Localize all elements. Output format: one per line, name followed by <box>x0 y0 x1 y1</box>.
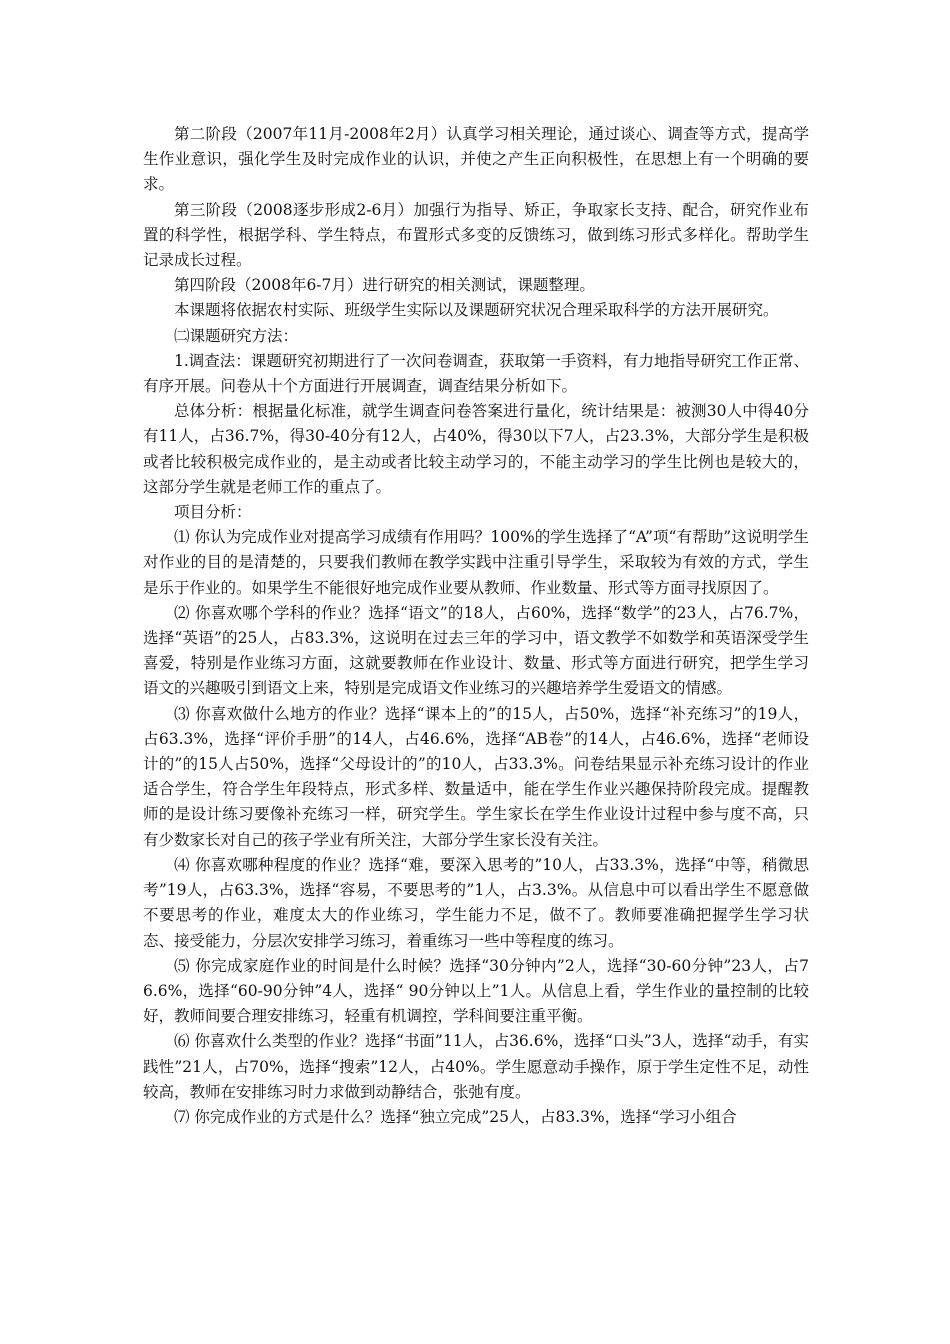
paragraph-item-4: ⑷ 你喜欢哪种程度的作业？选择“难，要深入思考的”10人，占33.3%，选择“中等，稍微思考”19人，占63.3%，选择“容易，不要思考的”1人，占3.3%。从信息中可以看出学生不愿意做不要思考的作业，难度太大的作业练习，学生能力不足，做不了。教师要准确把握学生学习状态、接受能力，分层次安排学习练习，着重练习一些中等程度的练习。 <box>143 855 809 950</box>
paragraph-item-7: ⑺ 你完成作业的方式是什么？选择“独立完成”25人，占83.3%，选择“学习小组合 <box>174 1107 737 1126</box>
paragraph-stage-four: 第四阶段（2008年6-7月）进行研究的相关测试，课题整理。 <box>174 276 595 295</box>
document-body <box>143 122 809 1130</box>
paragraph-item-2: ⑵ 你喜欢哪个学科的作业？选择“语文”的18人，占60%，选择“数学”的23人，占76.7%，选择“英语”的25人，占83.3%，这说明在过去三年的学习中，语文教学不如数学和英语深受学生喜爱，特别是作业练习方面，这就要教师在作业设计、数量、形式等方面进行研究，把学生学习语文的兴趣吸引到语文上来，特别是完成语文作业练习的兴趣培养学生爱语文的情感。 <box>143 603 809 698</box>
paragraph-item-6: ⑹ 你喜欢什么类型的作业？选择“书面”11人，占36.6%，选择“口头”3人，选择“动手，有实践性”21人，占70%，选择“搜索”12人，占40%。学生愿意动手操作，原于学生定性不足，动性较高，教师在安排练习时力求做到动静结合，张弛有度。 <box>143 1032 809 1101</box>
paragraph-item-5: ⑸ 你完成家庭作业的时间是什么时候？选择“30分钟内”2人，选择“30-60分钟”23人，占76.6%，选择“60-90分钟”4人，选择“ 90分钟以上”1人。从信息上看，学生作业的量控制的比较好，教师间要合理安排练习，轻重有机调控，学科间要注重平衡。 <box>143 956 809 1026</box>
paragraph-item-3: ⑶ 你喜欢做什么地方的作业？选择“课本上的”的15人，占50%，选择“补充练习”的19人，占63.3%，选择“评价手册”的14人，占46.6%，选择“AB卷”的14人，占46.6%，选择“老师设计的”的15人占50%，选择“父母设计的”的10人，占33.3%。问卷结果显示补充练习设计的作业适合学生，符合学生年段特点，形式多样、数量适中，能在学生作业兴趣保持阶段完成。提醒教师的是设计练习要像补充练习一样，研究学生。学生家长在学生作业设计过程中参与度不高，只有少数家长对自己的孩子学业有所关注，大部分学生家长没有关注。 <box>143 704 809 849</box>
paragraph-stage-two: 第二阶段（2007年11月-2008年2月）认真学习相关理论，通过谈心、调查等方式，提高学生作业意识，强化学生及时完成作业的认识，并使之产生正向积极性，在思想上有一个明确的要求。 <box>143 125 809 194</box>
paragraph-overall-analysis: 总体分析：根据量化标准，就学生调查问卷答案进行量化，统计结果是：被测30人中得40分有11人，占36.7%，得30-40分有12人，占40%，得30以下7人，占23.3%，大部分学生是积极或者比较积极完成作业的，是主动或者比较主动学习的，不能主动学习的学生比例也是较大的，这部分学生就是老师工作的重点了。 <box>143 402 809 496</box>
paragraph-stage-three: 第三阶段（2008逐步形成2-6月）加强行为指导、矫正，争取家长支持、配合，研究作业布置的科学性，根据学科、学生特点，布置形式多变的反馈练习，做到练习形式多样化。帮助学生记录成长过程。 <box>143 200 809 270</box>
paragraph-item-1: ⑴ 你认为完成作业对提高学习成绩有作用吗？100%的学生选择了“A”项“有帮助”这说明学生对作业的目的是清楚的，只要我们教师在教学实践中注重引导学生，采取较为有效的方式，学生是乐于作业的。如果学生不能很好地完成作业要从教师、作业数量、形式等方面寻找原因了。 <box>143 528 809 597</box>
heading-item-analysis: 项目分析： <box>174 503 252 522</box>
paragraph-survey-method: 1.调查法：课题研究初期进行了一次问卷调查，获取第一手资料，有力地指导研究工作正常、有序开展。问卷从十个方面进行开展调查，调查结果分析如下。 <box>143 351 809 396</box>
heading-research-methods: ㈡课题研究方法： <box>174 326 299 345</box>
paragraph-research-basis: 本课题将依据农村实际、班级学生实际以及课题研究状况合理采取科学的方法开展研究。 <box>174 301 779 320</box>
